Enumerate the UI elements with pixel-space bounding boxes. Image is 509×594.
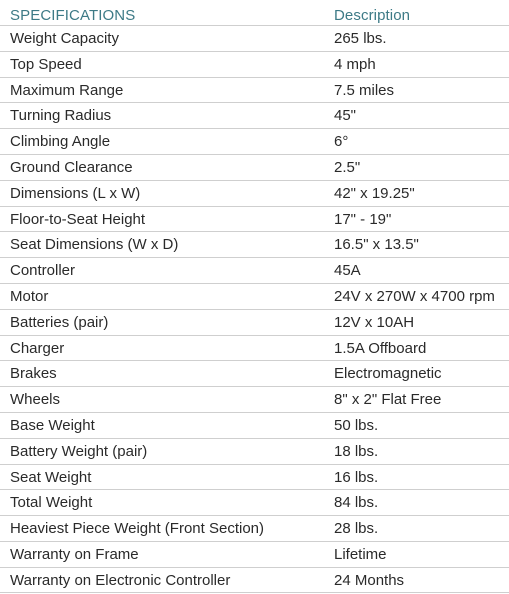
spec-label: Motor: [10, 287, 49, 305]
table-row: [0, 102, 509, 128]
table-row: [0, 25, 509, 51]
table-row: [0, 51, 509, 77]
table-row: [0, 231, 509, 257]
table-row: [0, 257, 509, 283]
spec-label: Warranty on Frame: [10, 545, 139, 563]
spec-value: 45": [334, 107, 357, 125]
table-row: [0, 335, 509, 361]
spec-label: Battery Weight (pair): [10, 442, 148, 460]
table-row: [0, 412, 509, 438]
spec-value: 24V x 270W x 4700 rpm: [334, 287, 495, 305]
description-heading: Description: [334, 7, 411, 24]
spec-value: 24 Months: [334, 571, 405, 589]
spec-value: 50 lbs.: [334, 416, 379, 434]
table-header-row: [0, 0, 509, 25]
spec-label: Climbing Angle: [10, 133, 111, 151]
spec-value: 28 lbs.: [334, 520, 379, 538]
table-row: [0, 206, 509, 232]
table-row: [0, 489, 509, 515]
table-row: [0, 464, 509, 490]
spec-label: Dimensions (L x W): [10, 184, 141, 202]
spec-value: 42" x 19.25": [334, 184, 415, 202]
table-row: [0, 386, 509, 412]
spec-value: 1.5A Offboard: [334, 339, 427, 357]
table-row: [0, 515, 509, 541]
spec-label: Charger: [10, 339, 65, 357]
spec-value: Electromagnetic: [334, 365, 442, 383]
spec-rows: [0, 25, 509, 593]
spec-value: 18 lbs.: [334, 442, 379, 460]
spec-label: Ground Clearance: [10, 158, 133, 176]
spec-label: Base Weight: [10, 416, 95, 434]
spec-label: Seat Weight: [10, 468, 92, 486]
spec-value: 265 lbs.: [334, 30, 387, 47]
table-row: [0, 180, 509, 206]
spec-label: Controller: [10, 262, 76, 280]
spec-value: 6°: [334, 133, 349, 151]
spec-label: Weight Capacity: [10, 30, 119, 47]
table-row: [0, 541, 509, 567]
spec-label: Floor-to-Seat Height: [10, 210, 146, 228]
spec-value: 4 mph: [334, 55, 376, 73]
spec-label: Heaviest Piece Weight (Front Section): [10, 520, 264, 538]
spec-label: Warranty on Electronic Controller: [10, 571, 231, 589]
table-row: [0, 154, 509, 180]
spec-label: Total Weight: [10, 494, 93, 512]
table-row: [0, 128, 509, 154]
spec-label: Turning Radius: [10, 107, 112, 125]
spec-label: Wheels: [10, 391, 61, 409]
spec-value: Lifetime: [334, 545, 387, 563]
table-row: [0, 283, 509, 309]
spec-label: Seat Dimensions (W x D): [10, 236, 179, 254]
spec-value: 16.5" x 13.5": [334, 236, 419, 254]
specifications-heading: SPECIFICATIONS: [10, 7, 136, 24]
spec-value: 84 lbs.: [334, 494, 379, 512]
table-row: [0, 77, 509, 103]
spec-value: 16 lbs.: [334, 468, 379, 486]
spec-value: 12V x 10AH: [334, 313, 415, 331]
spec-label: Top Speed: [10, 55, 82, 73]
table-row: [0, 360, 509, 386]
spec-value: 7.5 miles: [334, 81, 395, 99]
spec-label: Brakes: [10, 365, 57, 383]
table-row: [0, 309, 509, 335]
spec-value: 45A: [334, 262, 361, 280]
spec-value: 2.5": [334, 158, 361, 176]
table-row: [0, 567, 509, 593]
spec-label: Maximum Range: [10, 81, 124, 99]
spec-value: 8" x 2" Flat Free: [334, 391, 442, 409]
spec-value: 17" - 19": [334, 210, 392, 228]
table-row: [0, 438, 509, 464]
spec-label: Batteries (pair): [10, 313, 109, 331]
